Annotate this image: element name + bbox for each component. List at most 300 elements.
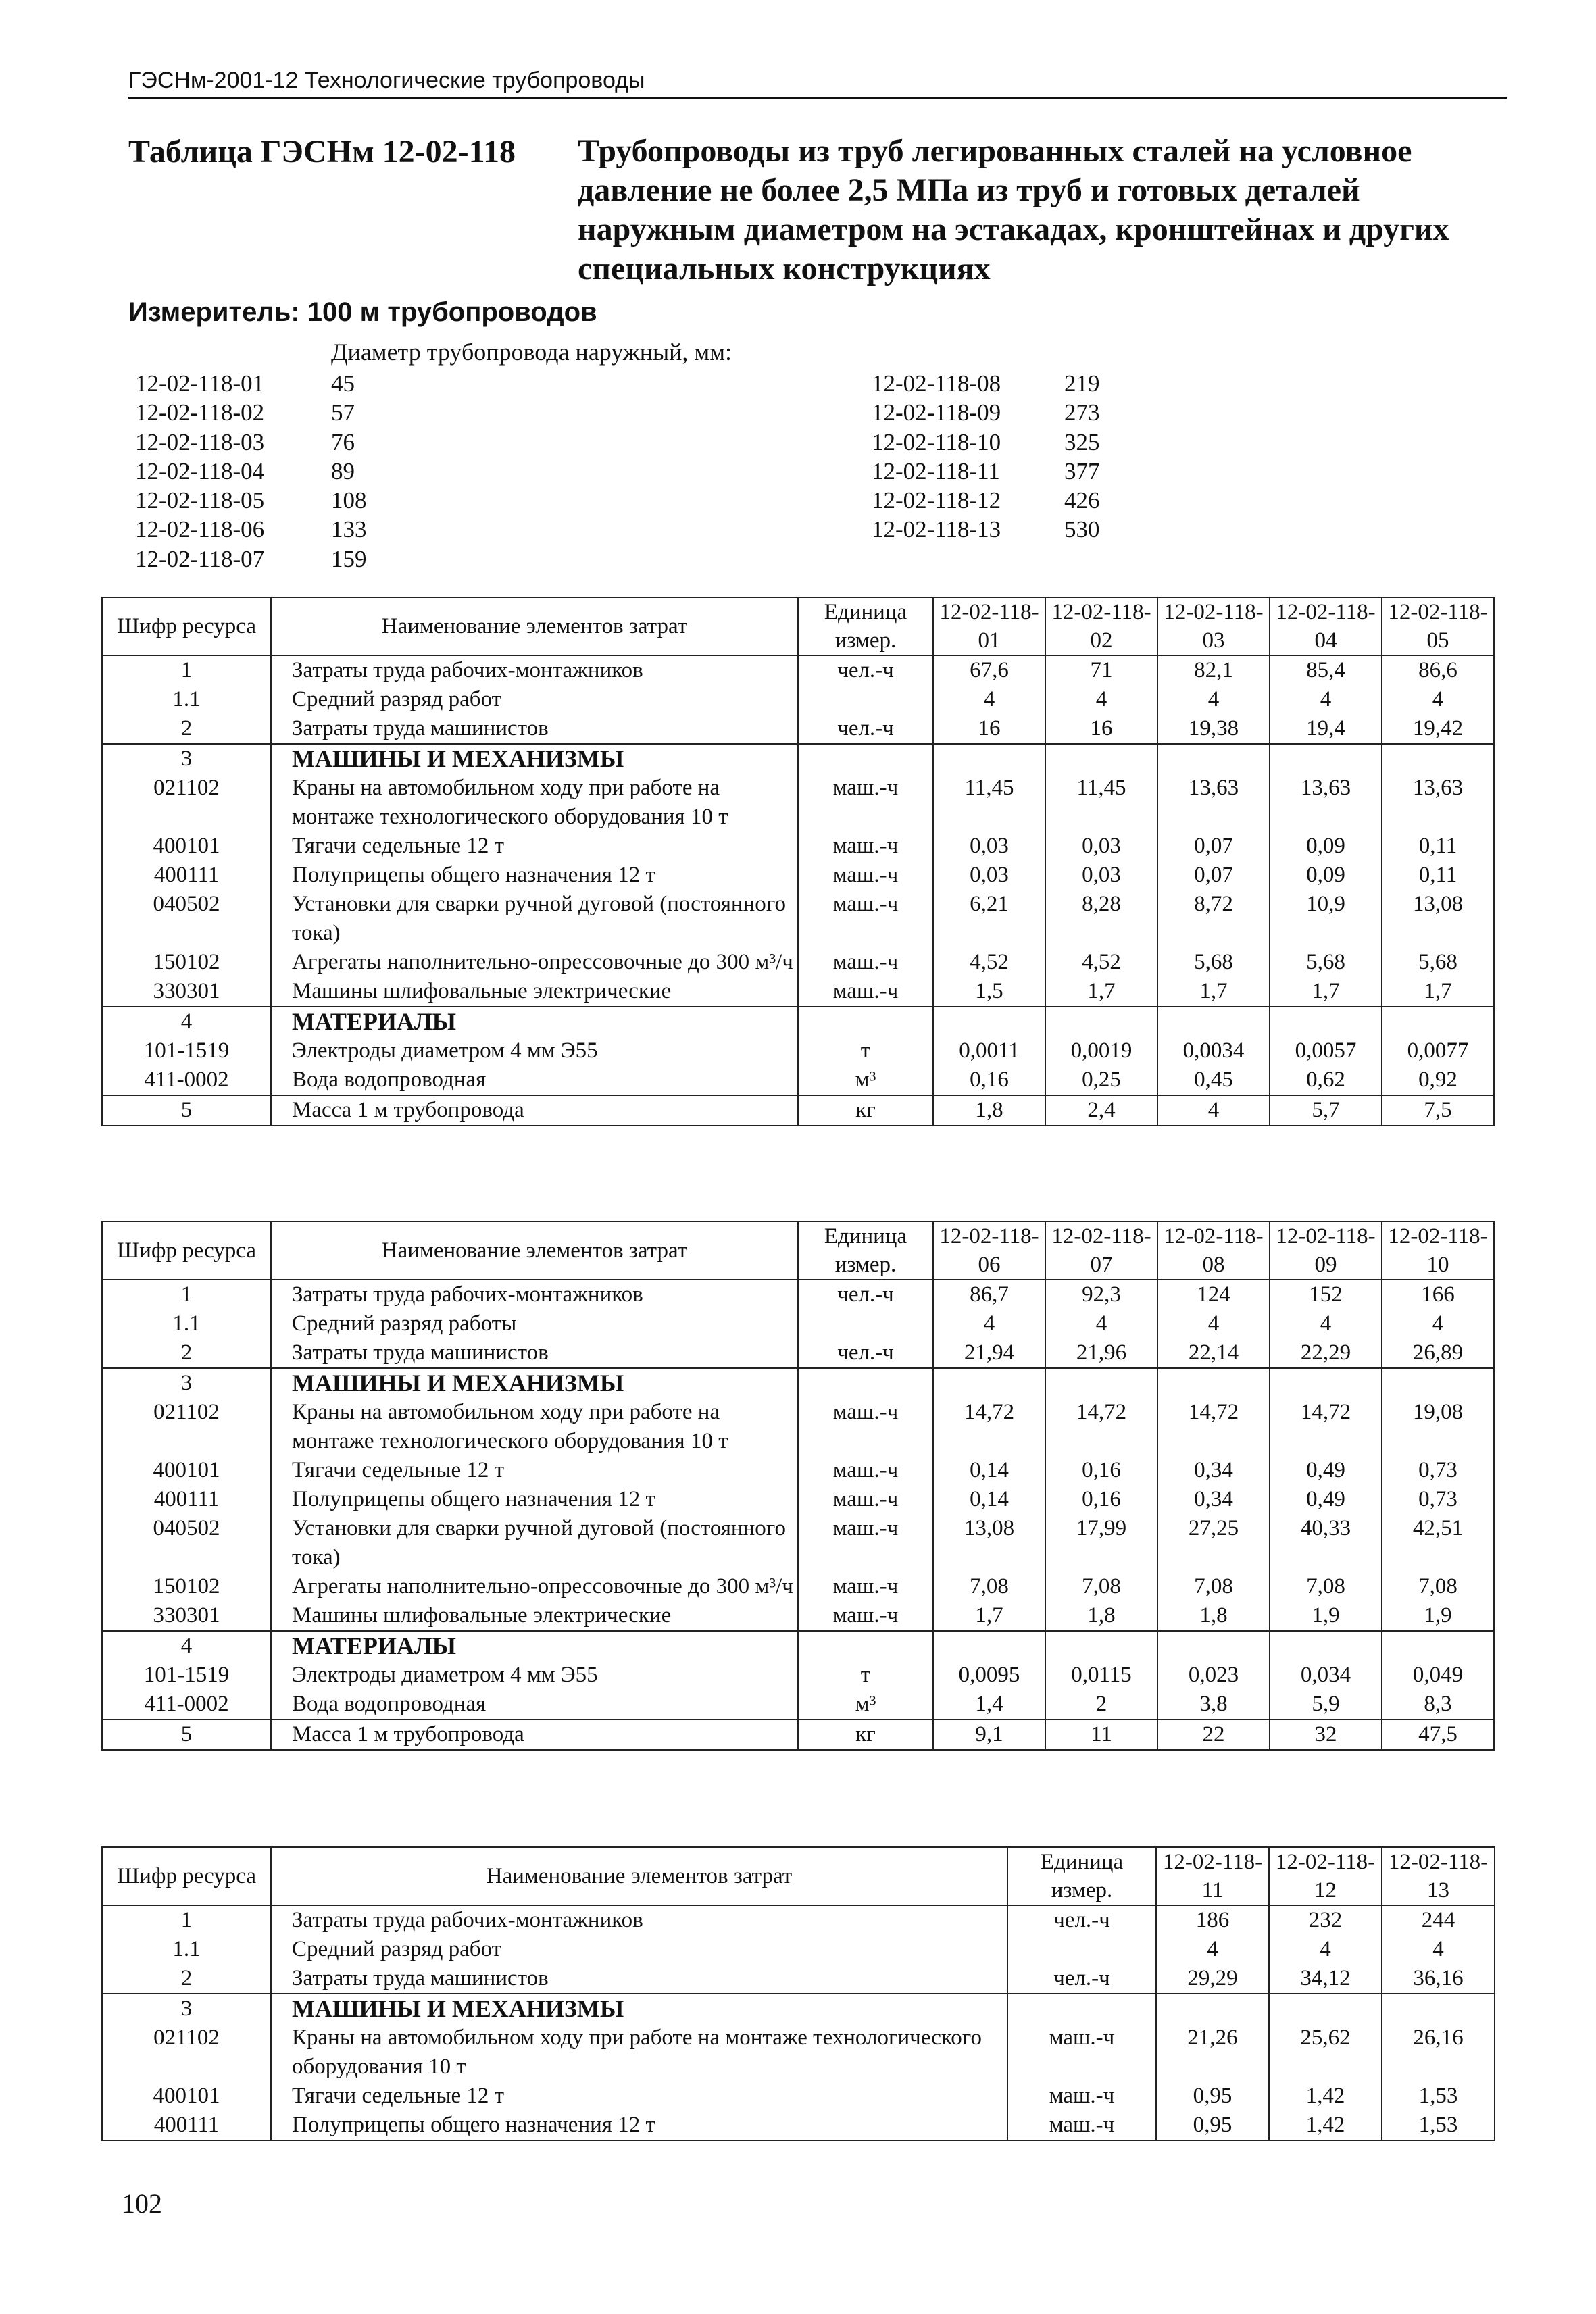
diameter-value: 45 bbox=[331, 370, 355, 397]
diameter-value: 377 bbox=[1064, 457, 1100, 484]
resource-code: 411-0002 bbox=[102, 1690, 271, 1719]
table-row bbox=[102, 1935, 1495, 1964]
norm-value: 0,73 bbox=[1382, 1485, 1494, 1514]
resource-code: 4 bbox=[102, 1007, 271, 1036]
diameter-row bbox=[872, 486, 1100, 515]
diameter-value: 133 bbox=[331, 516, 367, 543]
norm-value: 0,95 bbox=[1156, 2082, 1269, 2111]
norm-value: 4 bbox=[1156, 1935, 1269, 1964]
norm-value: 0,07 bbox=[1157, 861, 1270, 890]
resource-code: 3 bbox=[102, 1994, 271, 2023]
table-row bbox=[102, 2082, 1495, 2111]
norm-value: 13,08 bbox=[933, 1514, 1045, 1572]
cost-element-name: МАТЕРИАЛЫ bbox=[271, 1007, 798, 1036]
norm-value: 7,08 bbox=[933, 1572, 1045, 1601]
cost-element-name: Масса 1 м трубопровода bbox=[271, 1719, 798, 1750]
resource-code: 3 bbox=[102, 1368, 271, 1398]
resource-code: 5 bbox=[102, 1719, 271, 1750]
norm-value: 0,49 bbox=[1270, 1485, 1382, 1514]
norm-value: 0,16 bbox=[1045, 1485, 1157, 1514]
header-column-code: 12-02-118-10 bbox=[1382, 1222, 1494, 1280]
header-column-code: 12-02-118-03 bbox=[1157, 597, 1270, 655]
cost-element-name: Полуприцепы общего назначения 12 т bbox=[271, 861, 798, 890]
norm-value bbox=[1382, 1368, 1494, 1398]
diameter-value: 159 bbox=[331, 545, 367, 572]
norm-value bbox=[1157, 1368, 1270, 1398]
cost-element-name: Средний разряд работ bbox=[271, 1935, 1007, 1964]
header-column-code: 12-02-118-01 bbox=[933, 597, 1045, 655]
unit bbox=[798, 1631, 933, 1661]
header-column-code: 12-02-118-12 bbox=[1269, 1847, 1382, 1905]
norm-value: 1,9 bbox=[1382, 1601, 1494, 1631]
norm-value: 232 bbox=[1269, 1905, 1382, 1935]
header-column-code: 12-02-118-02 bbox=[1045, 597, 1157, 655]
header-column-code: 12-02-118-11 bbox=[1156, 1847, 1269, 1905]
norm-value: 10,9 bbox=[1270, 890, 1382, 948]
norm-value: 0,11 bbox=[1382, 861, 1494, 890]
unit bbox=[798, 744, 933, 774]
norm-value: 21,96 bbox=[1045, 1338, 1157, 1368]
diameter-row bbox=[872, 515, 1100, 544]
table-row bbox=[102, 1280, 1494, 1309]
unit: чел.-ч bbox=[798, 1280, 933, 1309]
resource-code: 040502 bbox=[102, 890, 271, 948]
norm-value: 0,03 bbox=[933, 861, 1045, 890]
header-unit: Единица измер. bbox=[798, 1222, 933, 1280]
cost-element-name: Тягачи седельные 12 т bbox=[271, 832, 798, 861]
norm-value: 2,4 bbox=[1045, 1095, 1157, 1126]
table-row bbox=[102, 861, 1494, 890]
diameter-code: 12-02-118-05 bbox=[135, 487, 265, 514]
norm-value: 22 bbox=[1157, 1719, 1270, 1750]
diameter-row bbox=[872, 369, 1100, 398]
norm-value bbox=[933, 744, 1045, 774]
norm-value: 34,12 bbox=[1269, 1964, 1382, 1994]
norm-value: 152 bbox=[1270, 1280, 1382, 1309]
norm-value: 4 bbox=[1382, 1309, 1494, 1338]
norm-table-1 bbox=[101, 597, 1495, 1126]
norm-value: 16 bbox=[933, 714, 1045, 744]
header-column-code: 12-02-118-08 bbox=[1157, 1222, 1270, 1280]
norm-value: 3,8 bbox=[1157, 1690, 1270, 1719]
cost-element-name: Затраты труда рабочих-монтажников bbox=[271, 1280, 798, 1309]
norm-value: 4 bbox=[1157, 685, 1270, 714]
norm-value bbox=[1157, 1007, 1270, 1036]
table-row bbox=[102, 1572, 1494, 1601]
norm-value: 1,42 bbox=[1269, 2082, 1382, 2111]
norm-value: 2 bbox=[1045, 1690, 1157, 1719]
unit: маш.-ч bbox=[798, 1572, 933, 1601]
table-row bbox=[102, 1719, 1494, 1750]
unit bbox=[1007, 1994, 1156, 2023]
header-code: Шифр ресурса bbox=[102, 1847, 271, 1905]
diameter-code: 12-02-118-09 bbox=[872, 399, 1001, 426]
norm-value bbox=[933, 1007, 1045, 1036]
diameter-value: 89 bbox=[331, 457, 355, 484]
norm-value: 4,52 bbox=[1045, 948, 1157, 977]
norm-value: 1,4 bbox=[933, 1690, 1045, 1719]
diameter-code: 12-02-118-04 bbox=[135, 457, 265, 484]
resource-code: 2 bbox=[102, 1338, 271, 1368]
cost-element-name: Установки для сварки ручной дуговой (постоянного тока) bbox=[271, 890, 798, 948]
norm-table-2 bbox=[101, 1221, 1495, 1751]
table-row bbox=[102, 1456, 1494, 1485]
resource-code: 101-1519 bbox=[102, 1036, 271, 1065]
norm-value bbox=[1269, 1994, 1382, 2023]
cost-element-name: Установки для сварки ручной дуговой (постоянного тока) bbox=[271, 1514, 798, 1572]
norm-value: 4 bbox=[933, 685, 1045, 714]
diameter-list-right bbox=[872, 369, 1100, 545]
norm-value: 0,14 bbox=[933, 1485, 1045, 1514]
norm-value bbox=[1270, 744, 1382, 774]
norm-value: 1,8 bbox=[933, 1095, 1045, 1126]
table-row bbox=[102, 655, 1494, 685]
diameter-code: 12-02-118-11 bbox=[872, 457, 1000, 484]
norm-value: 0,03 bbox=[1045, 832, 1157, 861]
table-row bbox=[102, 685, 1494, 714]
unit: чел.-ч bbox=[1007, 1964, 1156, 1994]
norm-value: 7,08 bbox=[1045, 1572, 1157, 1601]
norm-value bbox=[1270, 1631, 1382, 1661]
cost-element-name: Тягачи седельные 12 т bbox=[271, 2082, 1007, 2111]
norm-value: 36,16 bbox=[1382, 1964, 1495, 1994]
diameter-value: 76 bbox=[331, 428, 355, 455]
norm-value: 0,09 bbox=[1270, 861, 1382, 890]
diameter-value: 325 bbox=[1064, 428, 1100, 455]
table-header-row bbox=[102, 1847, 1495, 1905]
unit: маш.-ч bbox=[798, 948, 933, 977]
unit: маш.-ч bbox=[798, 1456, 933, 1485]
diameter-code: 12-02-118-07 bbox=[135, 545, 265, 572]
norm-value: 5,7 bbox=[1270, 1095, 1382, 1126]
norm-value: 186 bbox=[1156, 1905, 1269, 1935]
norm-value: 0,34 bbox=[1157, 1456, 1270, 1485]
norm-value: 1,7 bbox=[1045, 977, 1157, 1007]
norm-value: 0,049 bbox=[1382, 1661, 1494, 1690]
norm-value: 21,26 bbox=[1156, 2023, 1269, 2082]
section-row bbox=[102, 744, 1494, 774]
resource-code: 101-1519 bbox=[102, 1661, 271, 1690]
cost-element-name: МАШИНЫ И МЕХАНИЗМЫ bbox=[271, 1994, 1007, 2023]
cost-element-name: Затраты труда рабочих-монтажников bbox=[271, 655, 798, 685]
norm-value bbox=[1045, 744, 1157, 774]
diameter-value: 108 bbox=[331, 487, 367, 514]
norm-value: 42,51 bbox=[1382, 1514, 1494, 1572]
norm-value: 14,72 bbox=[1157, 1398, 1270, 1456]
norm-value: 1,5 bbox=[933, 977, 1045, 1007]
norm-value: 0,023 bbox=[1157, 1661, 1270, 1690]
norm-value: 22,29 bbox=[1270, 1338, 1382, 1368]
norm-value: 4,52 bbox=[933, 948, 1045, 977]
cost-element-name: Затраты труда машинистов bbox=[271, 1964, 1007, 1994]
norm-value: 0,25 bbox=[1045, 1065, 1157, 1095]
norm-value bbox=[1045, 1007, 1157, 1036]
table-row bbox=[102, 1398, 1494, 1456]
norm-value: 1,8 bbox=[1157, 1601, 1270, 1631]
diameter-value: 530 bbox=[1064, 516, 1100, 543]
resource-code: 2 bbox=[102, 1964, 271, 1994]
norm-value bbox=[1270, 1368, 1382, 1398]
norm-value: 21,94 bbox=[933, 1338, 1045, 1368]
header-unit: Единица измер. bbox=[798, 597, 933, 655]
page-number: 102 bbox=[122, 2188, 162, 2219]
norm-value: 0,0034 bbox=[1157, 1036, 1270, 1065]
norm-value bbox=[1382, 1994, 1495, 2023]
norm-value: 5,68 bbox=[1157, 948, 1270, 977]
norm-value: 26,89 bbox=[1382, 1338, 1494, 1368]
norm-value: 32 bbox=[1270, 1719, 1382, 1750]
norm-value: 14,72 bbox=[933, 1398, 1045, 1456]
norm-value: 11,45 bbox=[933, 774, 1045, 832]
table-row bbox=[102, 1601, 1494, 1631]
table-row bbox=[102, 1661, 1494, 1690]
section-row bbox=[102, 1368, 1494, 1398]
table-row bbox=[102, 1485, 1494, 1514]
diameter-value: 57 bbox=[331, 399, 355, 426]
diameter-code: 12-02-118-12 bbox=[872, 487, 1001, 514]
norm-value: 11,45 bbox=[1045, 774, 1157, 832]
norm-value: 85,4 bbox=[1270, 655, 1382, 685]
norm-value: 7,08 bbox=[1270, 1572, 1382, 1601]
unit: маш.-ч bbox=[798, 1514, 933, 1572]
norm-value: 0,73 bbox=[1382, 1456, 1494, 1485]
resource-code: 330301 bbox=[102, 977, 271, 1007]
norm-value: 1,9 bbox=[1270, 1601, 1382, 1631]
norm-value: 7,08 bbox=[1157, 1572, 1270, 1601]
table-row bbox=[102, 1905, 1495, 1935]
cost-element-name: Агрегаты наполнительно-опрессовочные до 300 м³/ч bbox=[271, 948, 798, 977]
norm-value: 40,33 bbox=[1270, 1514, 1382, 1572]
header-code: Шифр ресурса bbox=[102, 1222, 271, 1280]
header-name: Наименование элементов затрат bbox=[271, 1222, 798, 1280]
resource-code: 150102 bbox=[102, 948, 271, 977]
table-row bbox=[102, 1065, 1494, 1095]
norm-value: 25,62 bbox=[1269, 2023, 1382, 2082]
norm-value: 27,25 bbox=[1157, 1514, 1270, 1572]
cost-element-name: Агрегаты наполнительно-опрессовочные до 300 м³/ч bbox=[271, 1572, 798, 1601]
table-row bbox=[102, 977, 1494, 1007]
unit: т bbox=[798, 1036, 933, 1065]
unit: чел.-ч bbox=[798, 1338, 933, 1368]
norm-value: 86,6 bbox=[1382, 655, 1494, 685]
table-row bbox=[102, 2023, 1495, 2082]
norm-value: 0,62 bbox=[1270, 1065, 1382, 1095]
diameter-row bbox=[135, 398, 367, 427]
header-unit: Единица измер. bbox=[1007, 1847, 1156, 1905]
measure-unit: Измеритель: 100 м трубопроводов bbox=[128, 297, 597, 327]
norm-value: 0,16 bbox=[933, 1065, 1045, 1095]
diameter-row bbox=[135, 545, 367, 574]
norm-value: 86,7 bbox=[933, 1280, 1045, 1309]
norm-value: 1,7 bbox=[933, 1601, 1045, 1631]
unit: м³ bbox=[798, 1690, 933, 1719]
norm-value bbox=[933, 1631, 1045, 1661]
norm-value: 1,53 bbox=[1382, 2082, 1495, 2111]
cost-element-name: МАТЕРИАЛЫ bbox=[271, 1631, 798, 1661]
norm-value bbox=[933, 1368, 1045, 1398]
cost-element-name: Краны на автомобильном ходу при работе на монтаже технологического оборудования 10 т bbox=[271, 2023, 1007, 2082]
table-row bbox=[102, 1690, 1494, 1719]
norm-value: 0,49 bbox=[1270, 1456, 1382, 1485]
diameter-code: 12-02-118-02 bbox=[135, 399, 265, 426]
norm-value: 0,34 bbox=[1157, 1485, 1270, 1514]
norm-value: 4 bbox=[1270, 685, 1382, 714]
cost-element-name: Электроды диаметром 4 мм Э55 bbox=[271, 1036, 798, 1065]
header-column-code: 12-02-118-06 bbox=[933, 1222, 1045, 1280]
norm-value: 8,28 bbox=[1045, 890, 1157, 948]
unit bbox=[798, 1007, 933, 1036]
resource-code: 4 bbox=[102, 1631, 271, 1661]
norm-value: 0,09 bbox=[1270, 832, 1382, 861]
resource-code: 3 bbox=[102, 744, 271, 774]
resource-code: 2 bbox=[102, 714, 271, 744]
resource-code: 400101 bbox=[102, 832, 271, 861]
resource-code: 5 bbox=[102, 1095, 271, 1126]
table-row bbox=[102, 890, 1494, 948]
header-code: Шифр ресурса bbox=[102, 597, 271, 655]
norm-value: 16 bbox=[1045, 714, 1157, 744]
cost-element-name: Машины шлифовальные электрические bbox=[271, 1601, 798, 1631]
norm-value: 4 bbox=[1382, 1935, 1495, 1964]
norm-value: 1,42 bbox=[1269, 2111, 1382, 2140]
norm-value: 0,034 bbox=[1270, 1661, 1382, 1690]
cost-element-name: МАШИНЫ И МЕХАНИЗМЫ bbox=[271, 744, 798, 774]
cost-element-name: Средний разряд работ bbox=[271, 685, 798, 714]
resource-code: 400101 bbox=[102, 1456, 271, 1485]
unit: т bbox=[798, 1661, 933, 1690]
diameter-row bbox=[872, 457, 1100, 486]
norm-value: 4 bbox=[1045, 1309, 1157, 1338]
resource-code: 400111 bbox=[102, 1485, 271, 1514]
diameter-value: 273 bbox=[1064, 399, 1100, 426]
running-head: ГЭСНм-2001-12 Технологические трубопроводы bbox=[128, 68, 1507, 99]
norm-value: 13,63 bbox=[1270, 774, 1382, 832]
resource-code: 021102 bbox=[102, 2023, 271, 2082]
cost-element-name: Полуприцепы общего назначения 12 т bbox=[271, 1485, 798, 1514]
diameter-row bbox=[872, 428, 1100, 457]
norm-value: 4 bbox=[1045, 685, 1157, 714]
section-row bbox=[102, 1994, 1495, 2023]
unit: маш.-ч bbox=[798, 1485, 933, 1514]
norm-value: 71 bbox=[1045, 655, 1157, 685]
norm-value: 19,42 bbox=[1382, 714, 1494, 744]
diameter-value: 219 bbox=[1064, 370, 1100, 397]
resource-code: 1.1 bbox=[102, 1935, 271, 1964]
norm-value: 26,16 bbox=[1382, 2023, 1495, 2082]
diameter-list-left bbox=[135, 369, 367, 574]
norm-value: 7,08 bbox=[1382, 1572, 1494, 1601]
diameter-row bbox=[135, 515, 367, 544]
norm-value: 4 bbox=[1270, 1309, 1382, 1338]
norm-value bbox=[1157, 1631, 1270, 1661]
table-row bbox=[102, 1964, 1495, 1994]
unit bbox=[798, 685, 933, 714]
norm-value bbox=[1157, 744, 1270, 774]
diameter-row bbox=[135, 457, 367, 486]
cost-element-name: Тягачи седельные 12 т bbox=[271, 1456, 798, 1485]
unit: чел.-ч bbox=[1007, 1905, 1156, 1935]
norm-value: 5,9 bbox=[1270, 1690, 1382, 1719]
table-number: Таблица ГЭСНм 12-02-118 bbox=[128, 134, 516, 170]
norm-value: 0,0095 bbox=[933, 1661, 1045, 1690]
norm-value: 29,29 bbox=[1156, 1964, 1269, 1994]
resource-code: 330301 bbox=[102, 1601, 271, 1631]
header-column-code: 12-02-118-05 bbox=[1382, 597, 1494, 655]
diameter-code: 12-02-118-03 bbox=[135, 428, 265, 455]
cost-element-name: Машины шлифовальные электрические bbox=[271, 977, 798, 1007]
cost-element-name: Средний разряд работы bbox=[271, 1309, 798, 1338]
norm-value: 0,0057 bbox=[1270, 1036, 1382, 1065]
norm-value: 13,63 bbox=[1382, 774, 1494, 832]
norm-value: 124 bbox=[1157, 1280, 1270, 1309]
norm-value: 1,7 bbox=[1157, 977, 1270, 1007]
diameter-value: 426 bbox=[1064, 487, 1100, 514]
norm-value: 82,1 bbox=[1157, 655, 1270, 685]
unit: чел.-ч bbox=[798, 655, 933, 685]
unit: маш.-ч bbox=[798, 832, 933, 861]
norm-value: 4 bbox=[933, 1309, 1045, 1338]
diameter-row bbox=[135, 369, 367, 398]
norm-value: 92,3 bbox=[1045, 1280, 1157, 1309]
header-column-code: 12-02-118-04 bbox=[1270, 597, 1382, 655]
norm-value: 8,3 bbox=[1382, 1690, 1494, 1719]
norm-value: 14,72 bbox=[1270, 1398, 1382, 1456]
resource-code: 1 bbox=[102, 655, 271, 685]
norm-value: 0,0019 bbox=[1045, 1036, 1157, 1065]
section-row bbox=[102, 1631, 1494, 1661]
norm-value: 0,0115 bbox=[1045, 1661, 1157, 1690]
norm-value: 0,95 bbox=[1156, 2111, 1269, 2140]
norm-value: 4 bbox=[1269, 1935, 1382, 1964]
diameter-code: 12-02-118-13 bbox=[872, 516, 1001, 543]
resource-code: 1.1 bbox=[102, 685, 271, 714]
header-name: Наименование элементов затрат bbox=[271, 597, 798, 655]
norm-value: 7,5 bbox=[1382, 1095, 1494, 1126]
norm-value: 4 bbox=[1157, 1309, 1270, 1338]
resource-code: 400111 bbox=[102, 2111, 271, 2140]
resource-code: 021102 bbox=[102, 774, 271, 832]
norm-value bbox=[1270, 1007, 1382, 1036]
resource-code: 400111 bbox=[102, 861, 271, 890]
norm-value: 1,7 bbox=[1382, 977, 1494, 1007]
unit bbox=[798, 1368, 933, 1398]
unit: маш.-ч bbox=[1007, 2111, 1156, 2140]
cost-element-name: Затраты труда рабочих-монтажников bbox=[271, 1905, 1007, 1935]
norm-value: 1,7 bbox=[1270, 977, 1382, 1007]
resource-code: 1 bbox=[102, 1280, 271, 1309]
resource-code: 1 bbox=[102, 1905, 271, 1935]
norm-value: 47,5 bbox=[1382, 1719, 1494, 1750]
norm-value: 0,03 bbox=[1045, 861, 1157, 890]
unit bbox=[798, 1309, 933, 1338]
norm-value: 19,08 bbox=[1382, 1398, 1494, 1456]
unit: маш.-ч bbox=[798, 861, 933, 890]
resource-code: 400101 bbox=[102, 2082, 271, 2111]
table-header-row bbox=[102, 1222, 1494, 1280]
unit: маш.-ч bbox=[798, 890, 933, 948]
cost-element-name: Затраты труда машинистов bbox=[271, 1338, 798, 1368]
unit: чел.-ч bbox=[798, 714, 933, 744]
norm-value: 19,38 bbox=[1157, 714, 1270, 744]
table-row bbox=[102, 774, 1494, 832]
norm-value: 17,99 bbox=[1045, 1514, 1157, 1572]
unit: кг bbox=[798, 1719, 933, 1750]
table-title bbox=[128, 132, 1507, 288]
cost-element-name: Краны на автомобильном ходу при работе на монтаже технологического оборудования 10 т bbox=[271, 774, 798, 832]
table-row bbox=[102, 1095, 1494, 1126]
resource-code: 150102 bbox=[102, 1572, 271, 1601]
table-row bbox=[102, 948, 1494, 977]
